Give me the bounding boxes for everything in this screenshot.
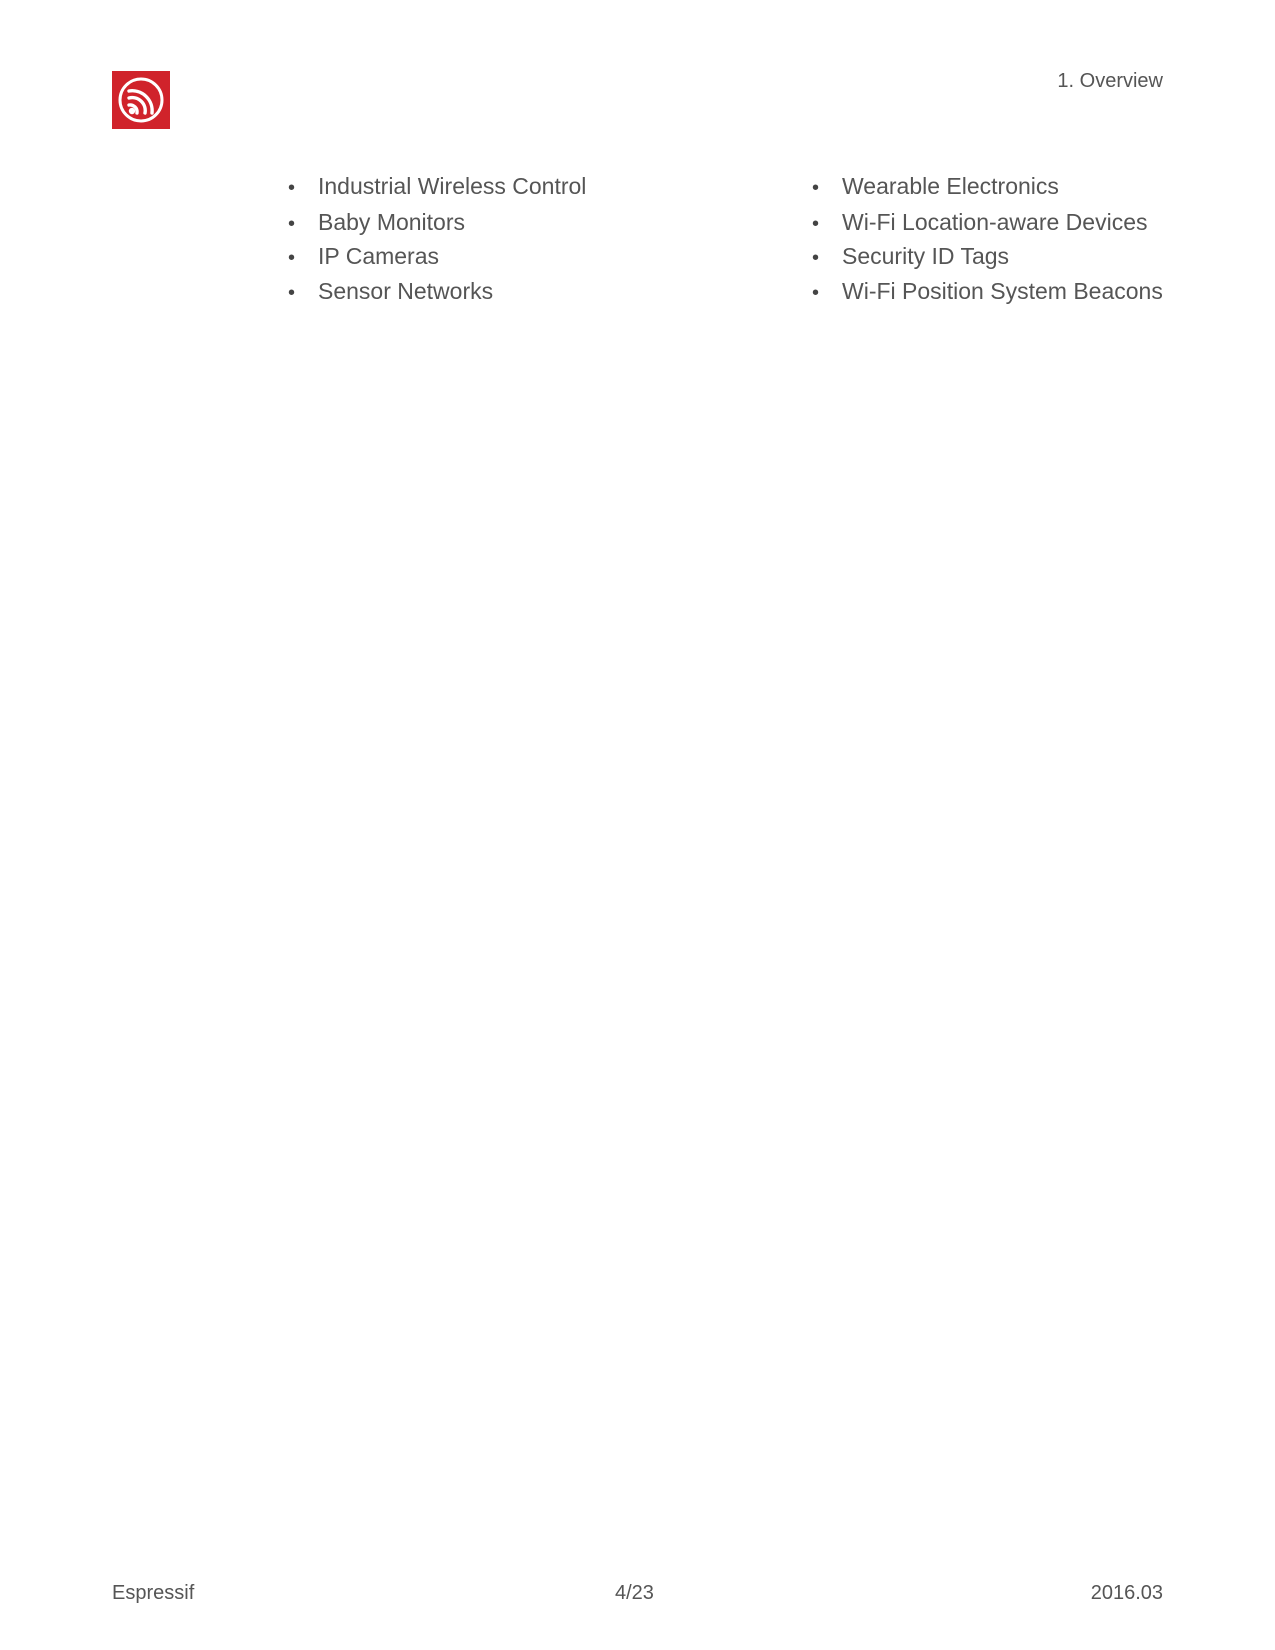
bullet-icon: •	[288, 213, 296, 235]
footer-date: 2016.03	[1090, 1582, 1163, 1604]
bullet-icon: •	[812, 247, 820, 269]
list-item	[812, 241, 1009, 271]
list-item-label: IP Cameras	[318, 243, 440, 269]
list-item	[288, 171, 586, 201]
list-item-label: Wi-Fi Location-aware Devices	[842, 209, 1148, 235]
list-item-label: Baby Monitors	[318, 209, 466, 235]
bullet-icon: •	[812, 177, 820, 199]
bullet-icon: •	[812, 282, 820, 304]
bullet-icon: •	[288, 282, 296, 304]
list-item-label: Wearable Electronics	[842, 173, 1059, 199]
list-item-label: Wi-Fi Position System Beacons	[842, 278, 1163, 304]
bullet-icon: •	[288, 177, 296, 199]
list-item-label: Industrial Wireless Control	[318, 173, 587, 199]
list-item-label: Sensor Networks	[318, 278, 494, 304]
espressif-logo-icon	[112, 71, 170, 129]
footer-company: Espressif	[112, 1582, 195, 1604]
section-title: 1. Overview	[1057, 70, 1163, 92]
list-item	[812, 207, 1147, 237]
bullet-icon: •	[288, 247, 296, 269]
list-item-label: Security ID Tags	[842, 243, 1010, 269]
footer-page-number: 4/23	[615, 1582, 654, 1604]
list-item	[288, 276, 493, 306]
list-item	[812, 276, 1163, 306]
list-item	[288, 241, 439, 271]
bullet-icon: •	[812, 213, 820, 235]
list-item	[812, 171, 1059, 201]
list-item	[288, 207, 465, 237]
